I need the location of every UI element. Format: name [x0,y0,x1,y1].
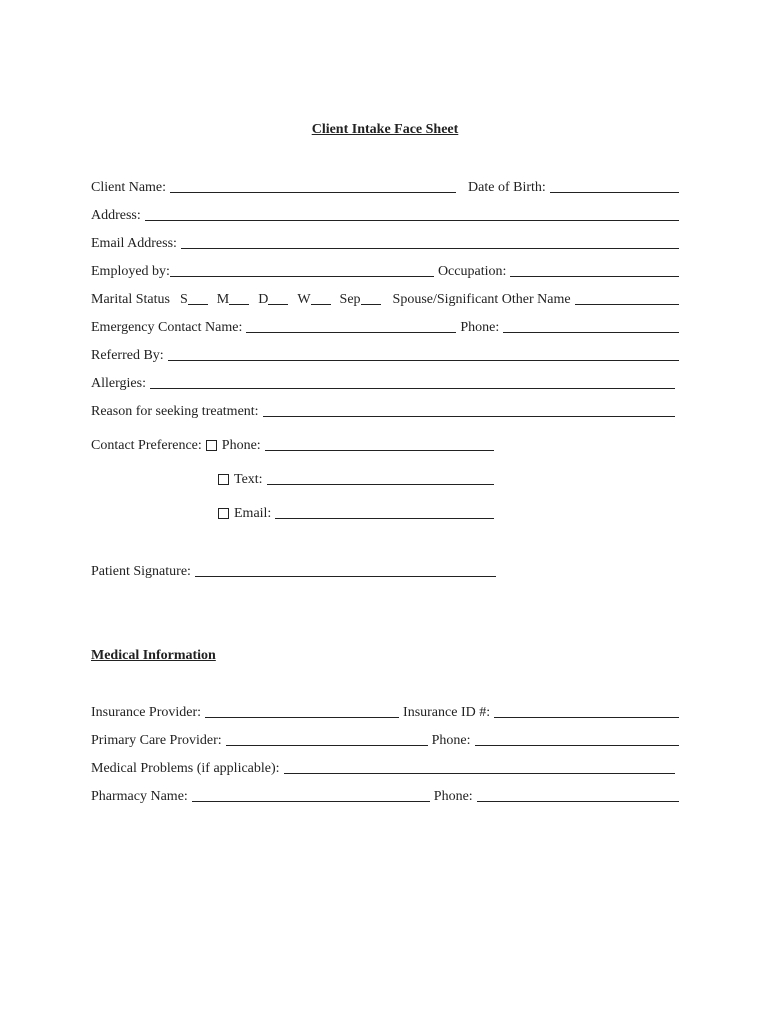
pharmacy-phone-label: Phone: [433,789,473,804]
marital-option-sep-label: Sep [339,292,361,307]
primary-care-label: Primary Care Provider: [91,733,222,748]
pharmacy-field[interactable] [192,801,430,802]
occupation-label: Occupation: [437,264,507,279]
row-client-name [91,176,679,196]
referred-by-label: Referred By: [91,348,164,363]
occupation-field[interactable] [510,276,679,277]
marital-option-w-blank[interactable] [311,304,331,305]
marital-option-w-label: W [297,292,311,307]
marital-option-w[interactable] [297,292,339,308]
pharmacy-phone-field[interactable] [477,801,679,802]
email-checkbox[interactable] [218,508,229,519]
email-field[interactable] [181,248,679,249]
patient-signature-field[interactable] [195,576,496,577]
medical-problems-label: Medical Problems (if applicable): [91,761,280,776]
primary-care-phone-field[interactable] [475,745,679,746]
primary-care-phone-label: Phone: [431,733,471,748]
pref-text-field[interactable] [267,484,494,485]
pref-text-label: Text: [234,472,263,487]
row-emergency-contact [91,316,679,336]
marital-option-s-blank[interactable] [188,304,208,305]
row-patient-signature [91,560,496,580]
row-contact-pref-email [218,502,494,522]
text-checkbox[interactable] [218,474,229,485]
contact-preference-label: Contact Preference: [91,438,202,453]
pref-phone-field[interactable] [265,450,494,451]
row-insurance [91,701,679,721]
marital-option-s-label: S [179,292,188,307]
row-allergies [91,372,679,392]
row-contact-pref-text [218,468,494,488]
row-contact-pref-phone [91,434,494,454]
marital-status-label: Marital Status [91,292,170,307]
row-referred-by [91,344,679,364]
medical-problems-field[interactable] [284,773,675,774]
row-employment [91,260,679,280]
dob-label: Date of Birth: [468,180,546,195]
pharmacy-label: Pharmacy Name: [91,789,188,804]
marital-option-d-blank[interactable] [268,304,288,305]
allergies-field[interactable] [150,388,675,389]
phone-checkbox[interactable] [206,440,217,451]
marital-option-d-label: D [258,292,269,307]
row-marital-status [91,288,679,308]
row-reason [91,400,679,420]
row-pharmacy [91,785,679,805]
marital-option-s[interactable] [180,292,217,308]
insurance-provider-label: Insurance Provider: [91,705,202,720]
marital-option-m-blank[interactable] [229,304,249,305]
marital-option-sep-blank[interactable] [361,304,381,305]
employed-by-label: Employed by: [91,264,170,279]
allergies-label: Allergies: [91,376,146,391]
row-email [91,232,679,252]
primary-care-field[interactable] [226,745,428,746]
employed-by-field[interactable] [170,276,434,277]
patient-signature-label: Patient Signature: [91,564,191,579]
emergency-contact-label: Emergency Contact Name: [91,320,243,335]
client-name-label: Client Name: [91,180,167,195]
emergency-contact-field[interactable] [246,332,456,333]
pref-phone-label: Phone: [221,438,261,453]
emergency-phone-label: Phone: [460,320,500,335]
dob-field[interactable] [550,192,679,193]
marital-option-m-label: M [216,292,230,307]
emergency-phone-field[interactable] [503,332,679,333]
pref-email-label: Email: [234,506,272,521]
row-medical-problems [91,757,679,777]
insurance-id-label: Insurance ID #: [403,705,491,720]
spouse-field[interactable] [575,304,679,305]
insurance-provider-field[interactable] [205,717,399,718]
reason-label: Reason for seeking treatment: [91,404,259,419]
address-field[interactable] [145,220,679,221]
reason-field[interactable] [263,416,675,417]
email-label: Email Address: [91,236,177,251]
form-title: Client Intake Face Sheet [311,122,459,137]
insurance-id-field[interactable] [494,717,679,718]
address-label: Address: [91,208,141,223]
pref-email-field[interactable] [275,518,494,519]
marital-option-d[interactable] [258,292,297,308]
row-address [91,204,679,224]
medical-information-heading: Medical Information [91,648,216,663]
spouse-label: Spouse/Significant Other Name [392,292,571,307]
marital-option-m[interactable] [217,292,258,308]
client-name-field[interactable] [170,192,456,193]
referred-by-field[interactable] [168,360,679,361]
row-primary-care [91,729,679,749]
marital-option-sep[interactable] [340,292,393,308]
